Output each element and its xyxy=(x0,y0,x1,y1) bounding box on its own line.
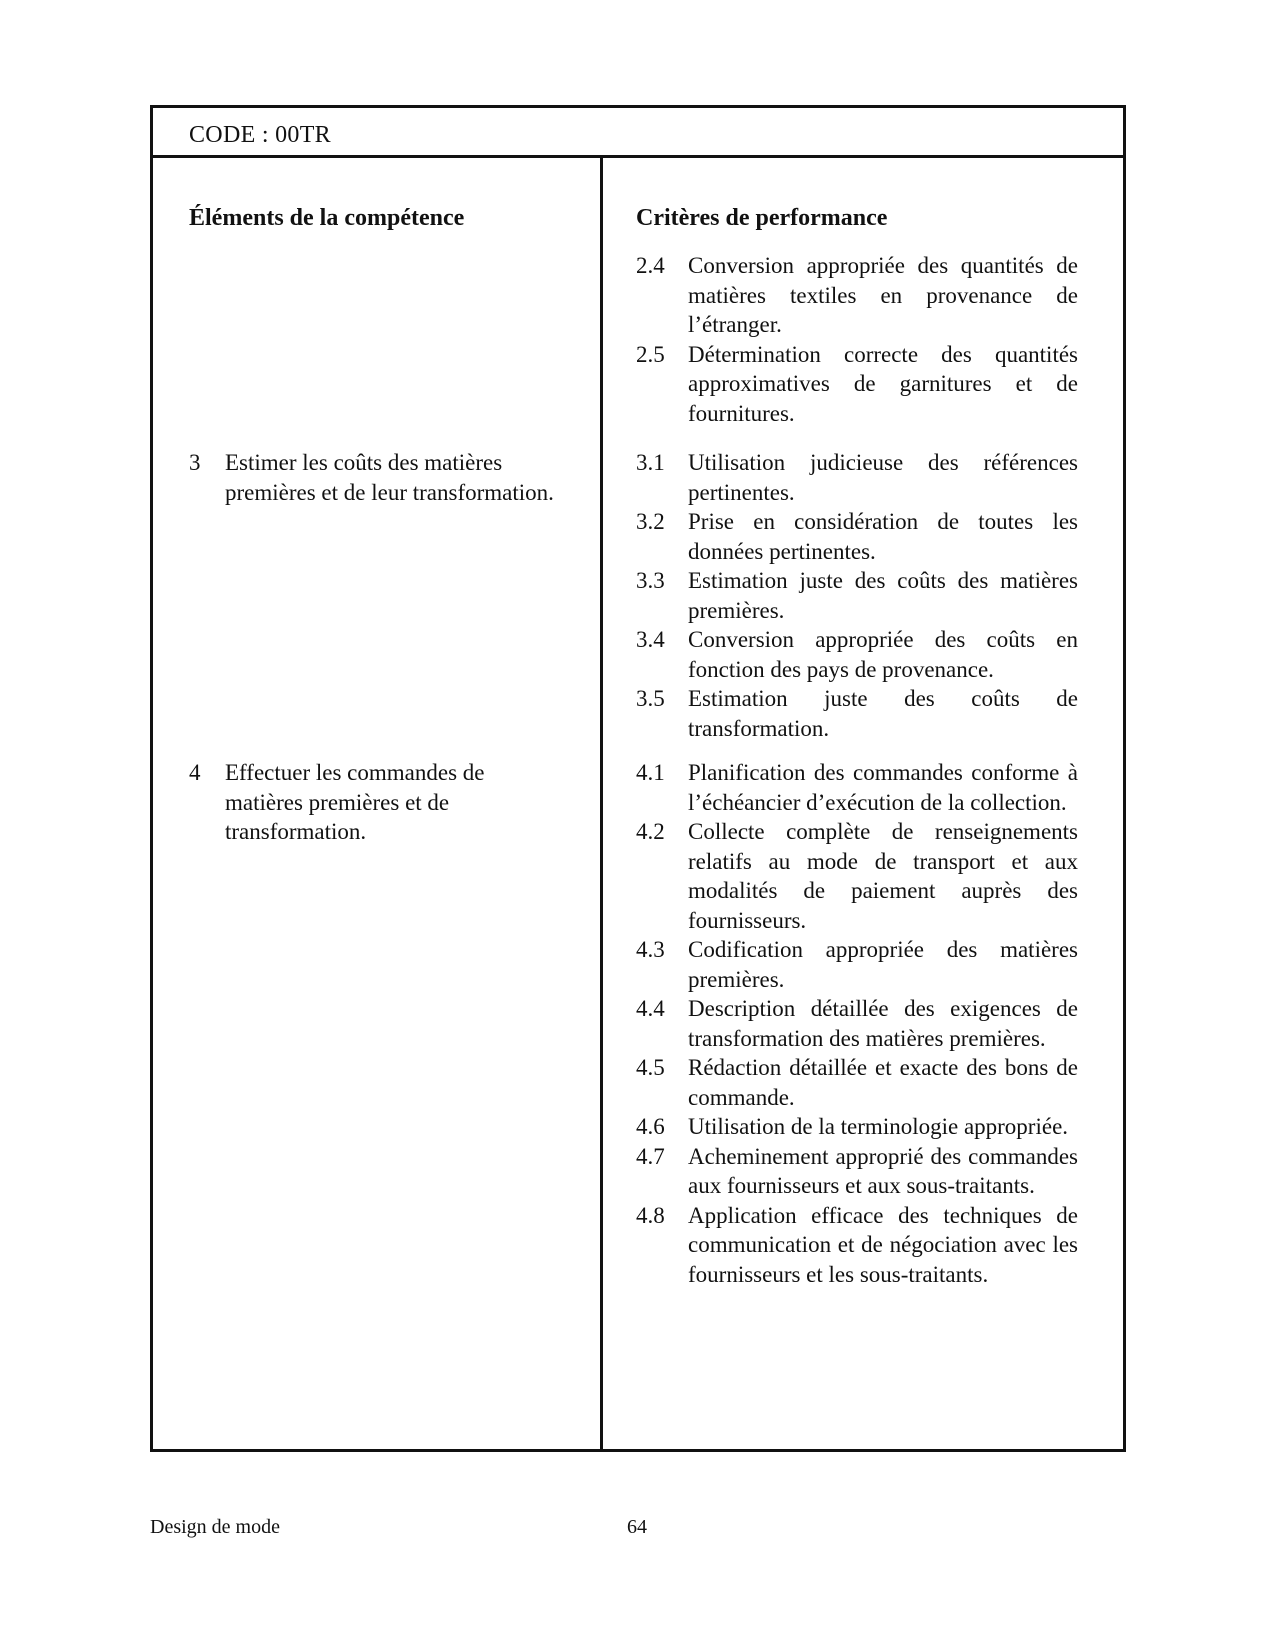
footer-program-name: Design de mode xyxy=(150,1516,280,1538)
criterion-text: Estimation juste des coûts des matières premières. xyxy=(688,568,1078,623)
criterion-item xyxy=(636,1053,1078,1112)
criterion-text: Collecte complète de renseignements relatifs au mode de transport et aux modalités de paiement auprès des fournisseurs. xyxy=(688,819,1078,933)
elements-heading: Éléments de la compétence xyxy=(189,205,465,231)
criterion-number: 4.8 xyxy=(636,1202,665,1228)
criterion-item xyxy=(636,566,1078,625)
code-label: CODE : 00TR xyxy=(189,122,331,148)
element-item xyxy=(189,758,561,847)
criterion-item xyxy=(636,1142,1078,1201)
criterion-item xyxy=(636,935,1078,994)
element-item xyxy=(189,448,561,507)
criterion-text: Utilisation de la terminologie appropriée. xyxy=(688,1114,1069,1139)
criterion-text: Planification des commandes conforme à l’échéancier d’exécution de la collection. xyxy=(688,760,1078,815)
criterion-item xyxy=(636,1201,1078,1290)
criterion-number: 4.6 xyxy=(636,1114,665,1139)
element-number: 4 xyxy=(189,760,201,785)
criterion-text: Détermination correcte des quantités approximatives de garnitures et de fournitures. xyxy=(688,341,1078,426)
criterion-number: 4.7 xyxy=(636,1143,665,1169)
criterion-text: Application efficace des techniques de communication et de négociation avec les fournisseurs et les sous-traitants. xyxy=(688,1202,1078,1287)
criterion-item xyxy=(636,758,1078,817)
criteria-heading: Critères de performance xyxy=(636,205,888,231)
criterion-item xyxy=(636,625,1078,684)
criterion-number: 4.5 xyxy=(636,1055,665,1080)
criterion-text: Conversion appropriée des quantités de matières textiles en provenance de l’étranger. xyxy=(688,253,1078,337)
criterion-text: Conversion appropriée des coûts en fonction des pays de provenance. xyxy=(688,627,1078,682)
criterion-number: 3.2 xyxy=(636,509,665,534)
criterion-text: Estimation juste des coûts de transformation. xyxy=(688,686,1078,741)
criterion-number: 3.5 xyxy=(636,686,665,711)
criterion-item xyxy=(636,507,1078,566)
criterion-text: Rédaction détaillée et exacte des bons de commande. xyxy=(688,1055,1078,1110)
criterion-number: 4.2 xyxy=(636,819,665,844)
criteria-group-3 xyxy=(636,448,1078,743)
criterion-number: 2.4 xyxy=(636,253,665,278)
criterion-text: Prise en considération de toutes les données pertinentes. xyxy=(688,509,1078,564)
page-number: 64 xyxy=(627,1516,647,1538)
criterion-item xyxy=(636,251,1078,340)
criterion-number: 3.3 xyxy=(636,568,665,593)
criterion-item xyxy=(636,1112,1078,1142)
criterion-item xyxy=(636,817,1078,935)
criterion-number: 4.3 xyxy=(636,937,665,962)
criterion-text: Utilisation judicieuse des références pertinentes. xyxy=(688,450,1078,505)
criterion-number: 3.4 xyxy=(636,627,665,652)
criterion-number: 2.5 xyxy=(636,341,665,367)
criteria-group-2 xyxy=(636,251,1078,428)
criterion-text: Acheminement approprié des commandes aux fournisseurs et aux sous-traitants. xyxy=(688,1143,1078,1198)
column-divider xyxy=(600,156,603,1449)
criterion-number: 4.4 xyxy=(636,996,665,1021)
criteria-group-4 xyxy=(636,758,1078,1289)
criterion-number: 4.1 xyxy=(636,760,665,785)
code-row xyxy=(153,108,1123,158)
criterion-number: 3.1 xyxy=(636,450,665,475)
criterion-item xyxy=(636,448,1078,507)
criterion-text: Description détaillée des exigences de transformation des matières premières. xyxy=(688,996,1078,1051)
element-text: Estimer les coûts des matières premières et de leur transformation. xyxy=(225,450,554,505)
criterion-item xyxy=(636,994,1078,1053)
element-text: Effectuer les commandes de matières premières et de transformation. xyxy=(225,760,485,844)
criterion-item xyxy=(636,340,1078,429)
competence-table xyxy=(150,105,1126,1452)
criterion-item xyxy=(636,684,1078,743)
criterion-text: Codification appropriée des matières premières. xyxy=(688,937,1078,992)
element-number: 3 xyxy=(189,450,201,475)
